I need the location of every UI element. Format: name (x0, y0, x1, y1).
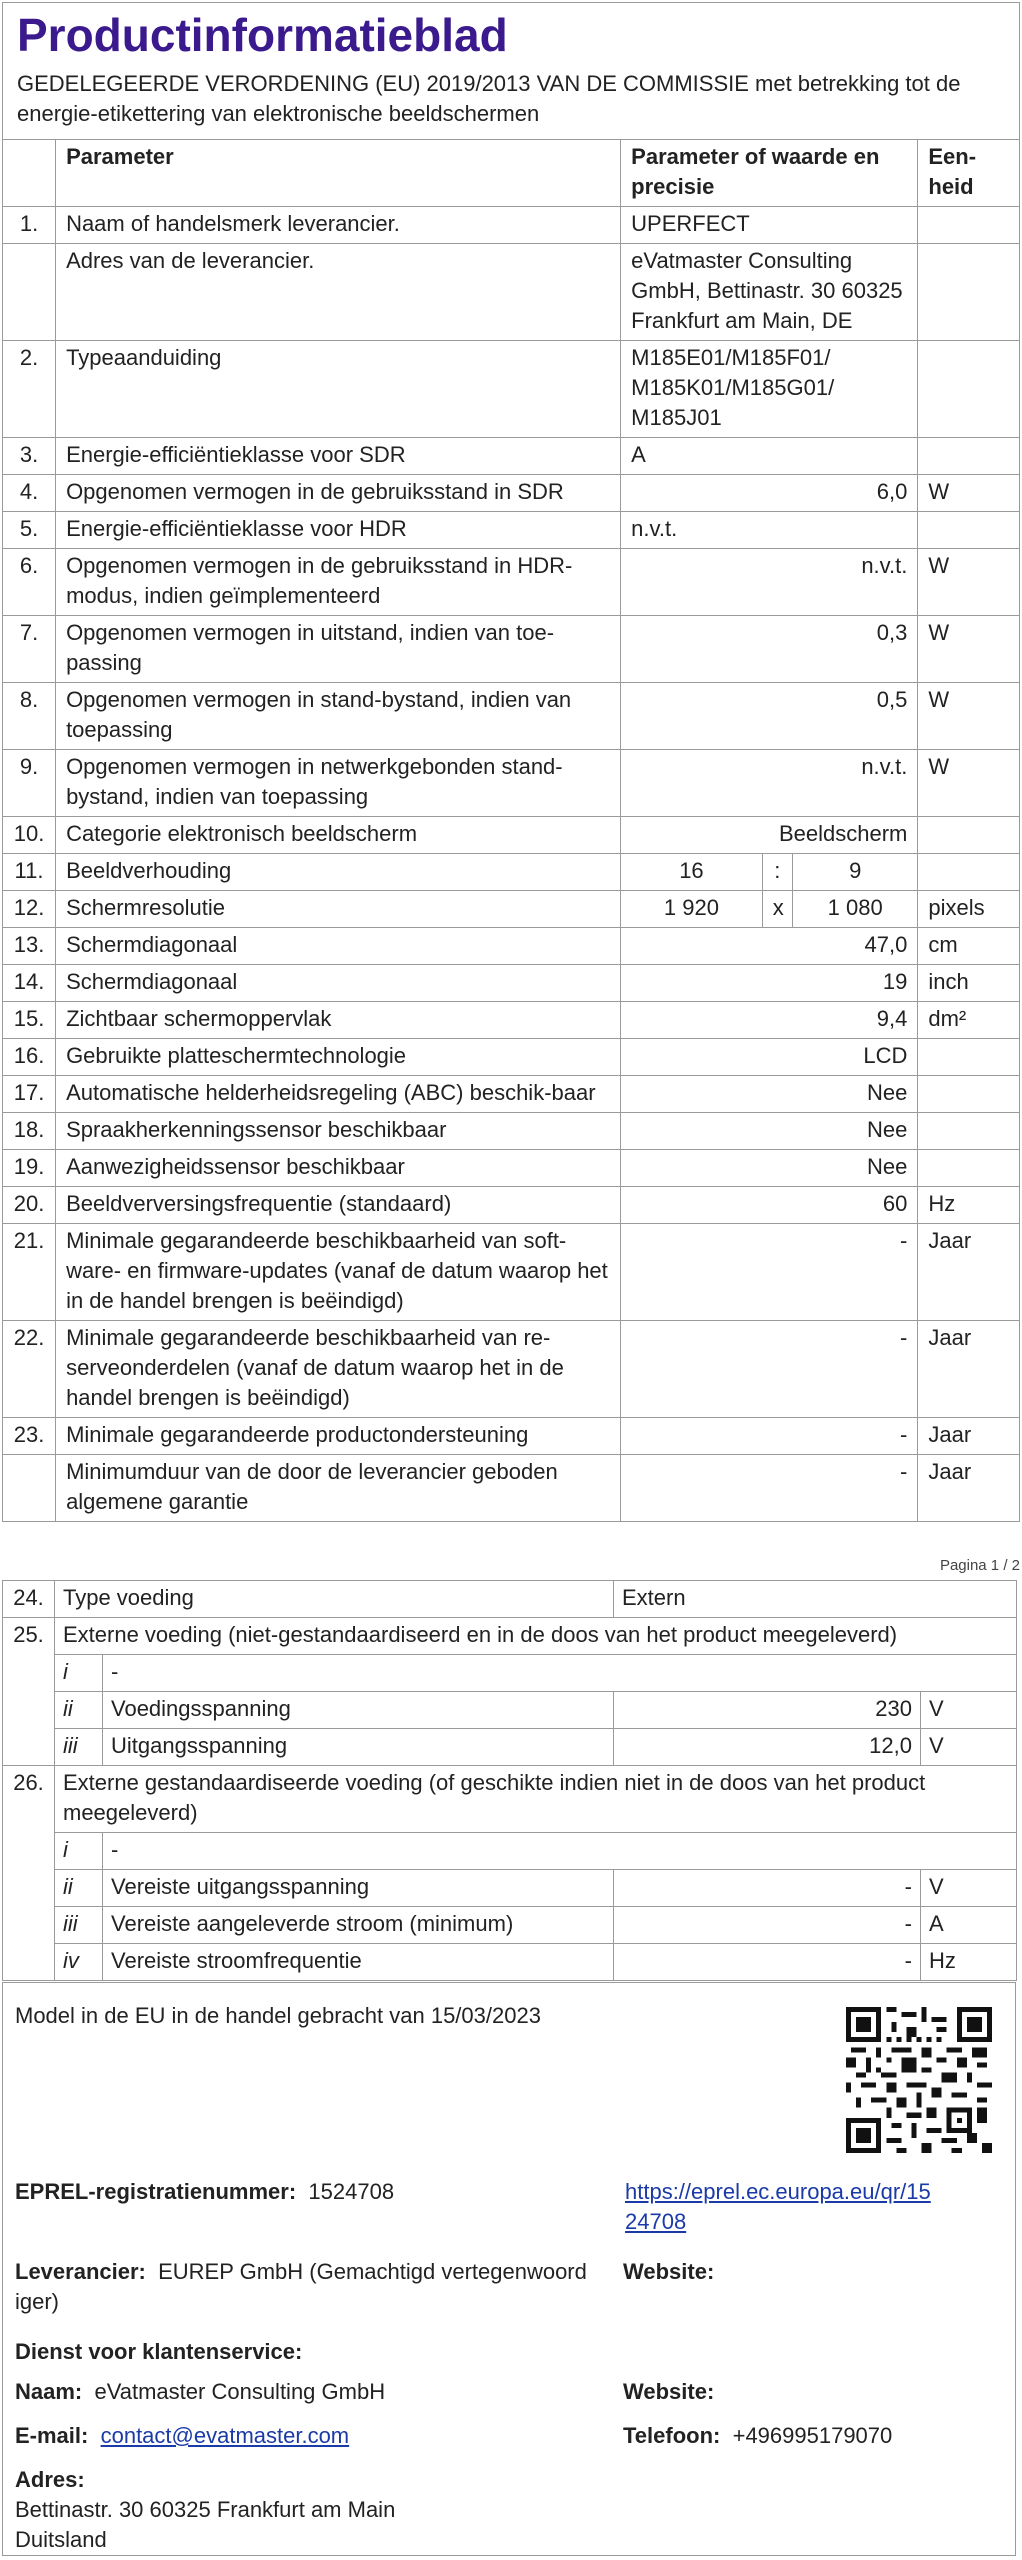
row-label: Minimumduur van de door de leverancier geboden algemene garantie (56, 1455, 621, 1522)
service-email (15, 2421, 349, 2451)
table-row (3, 616, 1019, 683)
row-number: 14. (3, 965, 56, 1002)
eprel-link[interactable] (625, 2177, 931, 2237)
row-value: - (621, 1455, 918, 1522)
row-number: 26. (3, 1766, 55, 1981)
row-value: 47,0 (621, 928, 918, 965)
name-value: eVatmaster Consulting GmbH (94, 2379, 386, 2404)
header-value: Parameter of waarde en precisie (621, 140, 918, 207)
row-label: Naam of handelsmerk leverancier. (56, 207, 621, 244)
address-line-2: Duitsland (15, 2527, 107, 2552)
table-row (3, 1187, 1019, 1224)
eprel-label: EPREL-registratienummer: (15, 2179, 297, 2204)
row-label: Automatische helderheidsregeling (ABC) beschik-baar (56, 1076, 621, 1113)
table-row (3, 512, 1019, 549)
row-label: Zichtbaar schermoppervlak (56, 1002, 621, 1039)
row-label: Adres van de leverancier. (56, 244, 621, 341)
aspect-b: 9 (793, 854, 918, 891)
row-value: Nee (621, 1076, 918, 1113)
row-number: 23. (3, 1418, 56, 1455)
sub-index: iv (55, 1944, 103, 1981)
document-subtitle: GEDELEGEERDE VERORDENING (EU) 2019/2013 VAN DE COMMISSIE met betrekking tot de energie-etikettering van elektronische beeldschermen (17, 71, 961, 126)
row-label: Energie-efficiëntieklasse voor HDR (56, 512, 621, 549)
email-link[interactable]: contact@evatmaster.com (100, 2423, 350, 2448)
row-value: UPERFECT (621, 207, 918, 244)
qr-code-icon[interactable] (846, 2007, 992, 2153)
row-value: eVatmaster Consulting GmbH, Bettinastr. 30 60325 Frankfurt am Main, DE (621, 244, 918, 341)
row-unit: pixels (918, 891, 1019, 928)
sub-label: - (103, 1655, 1017, 1692)
sub-label: Voedingsspanning (103, 1692, 614, 1729)
row-value: 9,4 (621, 1002, 918, 1039)
table-row (3, 438, 1019, 475)
aspect-a: 16 (621, 854, 763, 891)
table-row (3, 750, 1019, 817)
table-row (3, 549, 1019, 616)
row-number: 18. (3, 1113, 56, 1150)
row-number: 13. (3, 928, 56, 965)
row-number: 16. (3, 1039, 56, 1076)
sub-unit: A (921, 1907, 1017, 1944)
row-number: 1. (3, 207, 56, 244)
row-number: 8. (3, 683, 56, 750)
sub-index: i (55, 1655, 103, 1692)
aspect-sep: : (762, 854, 792, 891)
row-number: 7. (3, 616, 56, 683)
row-label: Opgenomen vermogen in netwerkgebonden stand-bystand, indien van toepassing (56, 750, 621, 817)
sub-index: iii (55, 1729, 103, 1766)
row-unit: Jaar (918, 1321, 1019, 1418)
sub-value: - (614, 1944, 921, 1981)
eprel-link-line-1[interactable]: https://eprel.ec.europa.eu/qr/15 (625, 2179, 931, 2204)
row-unit: dm² (918, 1002, 1019, 1039)
sub-label: - (103, 1833, 1017, 1870)
row-label: Minimale gegarandeerde beschikbaarheid van re-serveonderdelen (vanaf de datum waarop het in de handel brengen is beëindigd) (56, 1321, 621, 1418)
table-row (3, 928, 1019, 965)
row-label: Categorie elektronisch beeldscherm (56, 817, 621, 854)
table-row (3, 244, 1019, 341)
service-heading-text: Dienst voor klantenservice: (15, 2339, 303, 2364)
row-value: 6,0 (621, 475, 918, 512)
service-website (623, 2377, 714, 2407)
row-number: 25. (3, 1618, 55, 1766)
sub-unit: V (921, 1729, 1017, 1766)
table-row (3, 891, 1019, 928)
row-unit (918, 854, 1019, 891)
row-unit: cm (918, 928, 1019, 965)
row-number: 19. (3, 1150, 56, 1187)
row-label: Opgenomen vermogen in stand-bystand, indien van toepassing (56, 683, 621, 750)
row-unit: Jaar (918, 1455, 1019, 1522)
email-label: E-mail: (15, 2423, 89, 2448)
row-number: 24. (3, 1581, 55, 1618)
customer-service-heading (15, 2337, 302, 2367)
row-label: Typeaanduiding (56, 341, 621, 438)
row-number: 6. (3, 549, 56, 616)
row-label: Type voeding (55, 1581, 614, 1618)
row-unit: inch (918, 965, 1019, 1002)
row-label: Beeldverversingsfrequentie (standaard) (56, 1187, 621, 1224)
sub-row (3, 1907, 1017, 1944)
page-number: Pagina 1 / 2 (939, 1557, 1020, 1574)
header-unit: Een-heid (918, 140, 1019, 207)
row-number: 12. (3, 891, 56, 928)
row-label: Opgenomen vermogen in de gebruiksstand in HDR-modus, indien geïmplementeerd (56, 549, 621, 616)
sub-index: iii (55, 1907, 103, 1944)
resolution-b: 1 080 (793, 891, 918, 928)
address-line-1: Bettinastr. 30 60325 Frankfurt am Main (15, 2497, 396, 2522)
row-number: 20. (3, 1187, 56, 1224)
sub-unit: V (921, 1870, 1017, 1907)
sub-value: - (614, 1870, 921, 1907)
row-number: 21. (3, 1224, 56, 1321)
row-unit: Jaar (918, 1224, 1019, 1321)
table-row (3, 1224, 1019, 1321)
row-value: Extern (614, 1581, 1017, 1618)
service-name (15, 2377, 385, 2407)
sub-value: - (614, 1907, 921, 1944)
parameter-table (3, 140, 1019, 1521)
table-row (3, 1150, 1019, 1187)
eprel-info-box (2, 1982, 1016, 2556)
table-row (3, 1581, 1017, 1618)
phone-value: +496995179070 (732, 2423, 893, 2448)
power-supply-table (2, 1580, 1017, 1981)
model-date-text: Model in de EU in de handel gebracht van 15/03/2023 (15, 2003, 541, 2028)
row-value: M185E01/M185F01/ M185K01/M185G01/ M185J01 (621, 341, 918, 438)
row-value: n.v.t. (621, 549, 918, 616)
supplier-website (623, 2257, 714, 2287)
sub-row (3, 1729, 1017, 1766)
table-row (3, 1618, 1017, 1655)
row-label: Schermdiagonaal (56, 928, 621, 965)
sub-row (3, 1655, 1017, 1692)
row-unit (918, 512, 1019, 549)
page-2 (2, 1580, 1016, 1981)
title-block (3, 3, 1019, 140)
sub-label: Vereiste aangeleverde stroom (minimum) (103, 1907, 614, 1944)
resolution-sep: x (762, 891, 792, 928)
row-unit: W (918, 750, 1019, 817)
row-number (3, 1455, 56, 1522)
sub-label: Uitgangsspanning (103, 1729, 614, 1766)
sub-unit: V (921, 1692, 1017, 1729)
row-label: Opgenomen vermogen in uitstand, indien van toe-passing (56, 616, 621, 683)
row-value: A (621, 438, 918, 475)
eprel-number: 1524708 (308, 2179, 395, 2204)
table-row (3, 1039, 1019, 1076)
page-1 (2, 2, 1020, 1522)
row-label: Energie-efficiëntieklasse voor SDR (56, 438, 621, 475)
service-address (15, 2465, 395, 2555)
address-label: Adres: (15, 2467, 85, 2492)
row-unit (918, 1150, 1019, 1187)
table-row (3, 475, 1019, 512)
website-label: Website: (623, 2259, 715, 2284)
row-unit (918, 1113, 1019, 1150)
sub-label: Vereiste stroomfrequentie (103, 1944, 614, 1981)
row-number: 2. (3, 341, 56, 438)
sub-unit: Hz (921, 1944, 1017, 1981)
table-row (3, 1002, 1019, 1039)
row-value: n.v.t. (621, 750, 918, 817)
eprel-registration (15, 2177, 394, 2207)
row-value: 0,3 (621, 616, 918, 683)
row-unit (918, 817, 1019, 854)
header-num (3, 140, 56, 207)
table-row (3, 1455, 1019, 1522)
website2-label: Website: (623, 2379, 715, 2404)
table-row (3, 341, 1019, 438)
row-label: Gebruikte platteschermtechnologie (56, 1039, 621, 1076)
row-unit: W (918, 475, 1019, 512)
row-unit (918, 1039, 1019, 1076)
row-number: 22. (3, 1321, 56, 1418)
name-label: Naam: (15, 2379, 83, 2404)
table-row (3, 1418, 1019, 1455)
row-number: 17. (3, 1076, 56, 1113)
row-label: Minimale gegarandeerde beschikbaarheid van soft-ware- en firmware-updates (vanaf de datum waarop het in de handel brengen is beëindigd) (56, 1224, 621, 1321)
row-value: Beeldscherm (621, 817, 918, 854)
table-row (3, 1766, 1017, 1833)
row-number: 4. (3, 475, 56, 512)
row-number: 9. (3, 750, 56, 817)
row-value: 19 (621, 965, 918, 1002)
row-unit (918, 244, 1019, 341)
supplier-label: Leverancier: (15, 2259, 146, 2284)
row-label: Schermdiagonaal (56, 965, 621, 1002)
sub-row (3, 1692, 1017, 1729)
row-unit (918, 438, 1019, 475)
table-row (3, 965, 1019, 1002)
row-value: LCD (621, 1039, 918, 1076)
sub-value: 12,0 (614, 1729, 921, 1766)
row-unit (918, 207, 1019, 244)
supplier-value: EUREP GmbH (Gemachtigd vertegenwoord (158, 2259, 587, 2284)
row-label: Spraakherkenningssensor beschikbaar (56, 1113, 621, 1150)
table-row (3, 1113, 1019, 1150)
row-number: 3. (3, 438, 56, 475)
row-number: 15. (3, 1002, 56, 1039)
eprel-link-line-2[interactable]: 24708 (625, 2209, 687, 2234)
supplier-value-cont: iger) (15, 2289, 60, 2314)
sub-index: ii (55, 1870, 103, 1907)
sub-row (3, 1944, 1017, 1981)
row-value: Nee (621, 1150, 918, 1187)
row-unit: Hz (918, 1187, 1019, 1224)
row-unit: W (918, 549, 1019, 616)
table-row (3, 817, 1019, 854)
row-unit: Jaar (918, 1418, 1019, 1455)
row-unit: W (918, 683, 1019, 750)
table-row (3, 1076, 1019, 1113)
sub-label: Vereiste uitgangsspanning (103, 1870, 614, 1907)
row-number (3, 244, 56, 341)
phone-label: Telefoon: (623, 2423, 721, 2448)
row-label: Schermresolutie (56, 891, 621, 928)
supplier (15, 2257, 605, 2317)
sub-row (3, 1833, 1017, 1870)
row-unit (918, 341, 1019, 438)
table-row (3, 854, 1019, 891)
row-number: 10. (3, 817, 56, 854)
row-label: Opgenomen vermogen in de gebruiksstand in SDR (56, 475, 621, 512)
row-number: 5. (3, 512, 56, 549)
row-label: Minimale gegarandeerde productondersteuning (56, 1418, 621, 1455)
table-row (3, 1321, 1019, 1418)
table-row (3, 207, 1019, 244)
sub-value: 230 (614, 1692, 921, 1729)
row-label: Beeldverhouding (56, 854, 621, 891)
row-value: n.v.t. (621, 512, 918, 549)
sub-index: i (55, 1833, 103, 1870)
row-label: Externe voeding (niet-gestandaardiseerd en in de doos van het product meegeleverd) (55, 1618, 1017, 1655)
row-value: 0,5 (621, 683, 918, 750)
row-number: 11. (3, 854, 56, 891)
table-row (3, 683, 1019, 750)
row-unit (918, 1076, 1019, 1113)
row-value: - (621, 1224, 918, 1321)
row-value: Nee (621, 1113, 918, 1150)
row-label: Externe gestandaardiseerde voeding (of geschikte indien niet in de doos van het product meegeleverd) (55, 1766, 1017, 1833)
table-header-row (3, 140, 1019, 207)
row-unit: W (918, 616, 1019, 683)
resolution-a: 1 920 (621, 891, 763, 928)
sub-index: ii (55, 1692, 103, 1729)
row-value: - (621, 1321, 918, 1418)
row-value: 60 (621, 1187, 918, 1224)
row-value: - (621, 1418, 918, 1455)
service-phone (623, 2421, 892, 2451)
row-label: Aanwezigheidssensor beschikbaar (56, 1150, 621, 1187)
document-title: Productinformatieblad (17, 9, 508, 61)
header-parameter: Parameter (56, 140, 621, 207)
sub-row (3, 1870, 1017, 1907)
